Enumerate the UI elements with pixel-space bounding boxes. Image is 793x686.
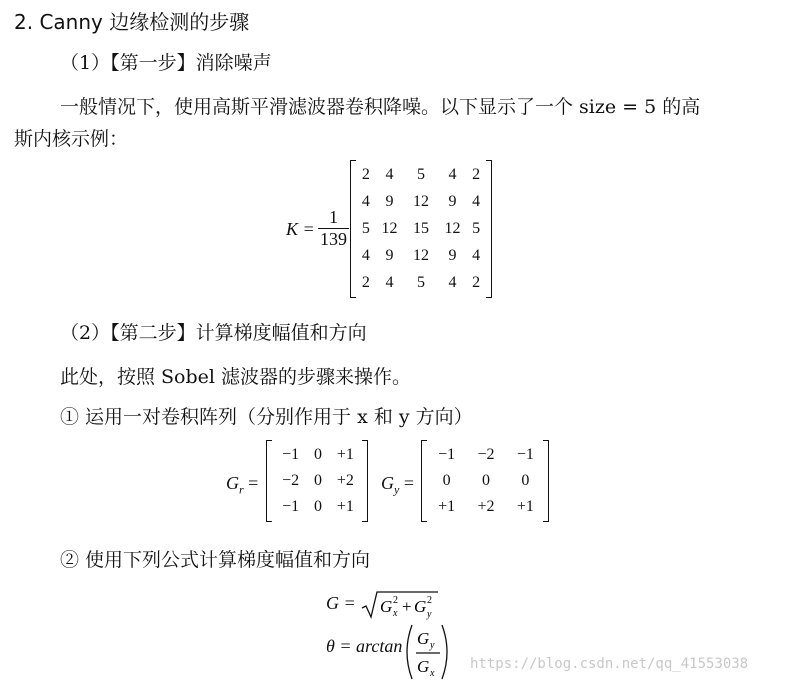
kernel-cell: 2	[361, 166, 370, 184]
gradient-direction-formula	[326, 636, 402, 657]
svg-text:x: x	[393, 608, 398, 619]
kernel-cell: 4	[361, 246, 370, 264]
gy-cell: 0	[521, 472, 530, 489]
gy-label: $G_y$ =	[381, 473, 414, 497]
kernel-fraction-numerator: 1	[318, 207, 349, 229]
kernel-cell: 4	[448, 273, 457, 291]
gx-cell: −2	[282, 472, 300, 489]
kernel-cell: 12	[381, 219, 398, 237]
kernel-cell: 4	[472, 246, 481, 264]
kernel-row	[358, 189, 484, 216]
kernel-cell: 12	[413, 246, 429, 264]
kernel-cell: 4	[385, 273, 394, 291]
kernel-cell: 4	[448, 166, 457, 184]
kernel-table	[358, 162, 484, 296]
kernel-row	[358, 269, 484, 296]
gy-table	[427, 442, 545, 520]
gy-cell: 0	[481, 472, 490, 489]
gy-cell: −1	[516, 446, 534, 463]
kernel-cell: 4	[385, 166, 394, 184]
kernel-row	[358, 242, 484, 269]
gx-cell: +1	[336, 446, 354, 463]
gy-row	[427, 494, 545, 520]
svg-text:G: G	[414, 597, 427, 616]
kernel-cell: 2	[361, 273, 370, 291]
gx-symbol: G	[226, 473, 239, 493]
svg-text:2: 2	[427, 595, 433, 606]
gy-row	[427, 442, 545, 468]
kernel-fraction-denominator: 139	[320, 229, 347, 249]
gy-cell: +2	[477, 498, 495, 515]
gx-cell: 0	[313, 498, 322, 515]
kernel-row	[358, 216, 484, 243]
gx-cell: −1	[282, 446, 300, 463]
kernel-cell: 2	[472, 273, 481, 291]
gy-cell: +1	[438, 498, 456, 515]
gy-row	[427, 468, 545, 494]
kernel-cell: 5	[417, 166, 425, 184]
section-heading: 2. Canny 边缘检测的步骤	[14, 10, 250, 34]
gx-row	[272, 494, 364, 520]
gy-matrix	[421, 440, 549, 522]
kernel-cell: 9	[385, 246, 394, 264]
kernel-cell: 4	[472, 193, 481, 211]
gy-cell: −1	[438, 446, 456, 463]
kernel-cell: 5	[417, 273, 425, 291]
kernel-cell: 9	[385, 193, 394, 211]
kernel-cell: 9	[448, 193, 457, 211]
svg-text:+: +	[402, 597, 412, 616]
step2-intro: 此处，按照 Sobel 滤波器的步骤来操作。	[60, 366, 412, 388]
svg-text:G: G	[417, 629, 430, 648]
magnitude-lhs: G =	[326, 593, 356, 614]
step1-title: （1）【第一步】消除噪声	[60, 52, 272, 74]
gx-cell: 0	[313, 446, 322, 463]
gx-table	[272, 442, 364, 520]
svg-text:G: G	[380, 597, 393, 616]
kernel-row	[358, 162, 484, 189]
kernel-symbol: K =	[286, 219, 315, 239]
svg-text:y: y	[430, 640, 435, 651]
gy-cell: 0	[442, 472, 451, 489]
step2-item1: ① 运用一对卷积阵列（分别作用于 x 和 y 方向）	[60, 406, 473, 428]
kernel-cell: 9	[448, 246, 457, 264]
gx-row	[272, 468, 364, 494]
kernel-cell: 5	[472, 219, 481, 237]
right-bracket	[486, 160, 492, 298]
kernel-cell: 15	[413, 219, 429, 237]
step2-item2: ② 使用下列公式计算梯度幅值和方向	[60, 549, 371, 571]
gx-subscript: r	[239, 482, 244, 497]
gaussian-kernel-matrix	[350, 160, 492, 298]
gx-matrix	[266, 440, 368, 522]
gy-subscript: y	[394, 482, 400, 497]
kernel-cell: 2	[472, 166, 481, 184]
kernel-label	[286, 219, 315, 240]
step2-title: （2）【第二步】计算梯度幅值和方向	[60, 322, 367, 344]
gx-label: $G_r$ =	[226, 473, 259, 497]
svg-text:G: G	[417, 657, 430, 676]
kernel-cell: 5	[361, 219, 370, 237]
svg-text:x: x	[430, 668, 435, 679]
sqrt-icon	[360, 590, 438, 620]
gx-cell: +2	[336, 472, 354, 489]
gradient-magnitude-formula	[326, 590, 438, 620]
direction-lhs: θ = arctan	[326, 636, 403, 656]
svg-text:2: 2	[393, 595, 399, 606]
gx-cell: −1	[282, 498, 300, 515]
kernel-cell: 4	[361, 193, 370, 211]
kernel-cell: 12	[413, 193, 429, 211]
step1-paragraph-line1: 一般情况下，使用高斯平滑滤波器卷积降噪。以下显示了一个 size = 5 的高	[60, 96, 701, 118]
gx-cell: 0	[313, 472, 322, 489]
arctan-fraction-icon	[404, 622, 450, 682]
gx-cell: +1	[336, 498, 354, 515]
left-bracket	[350, 160, 356, 298]
gy-symbol: G	[381, 473, 394, 493]
kernel-fraction	[318, 207, 349, 250]
step1-paragraph-line2: 斯内核示例：	[14, 128, 129, 150]
kernel-cell: 12	[444, 219, 461, 237]
watermark-url: https://blog.csdn.net/qq_41553038	[470, 656, 749, 672]
gy-cell: −2	[477, 446, 495, 463]
gx-row	[272, 442, 364, 468]
gy-cell: +1	[516, 498, 534, 515]
svg-text:y: y	[427, 609, 432, 620]
